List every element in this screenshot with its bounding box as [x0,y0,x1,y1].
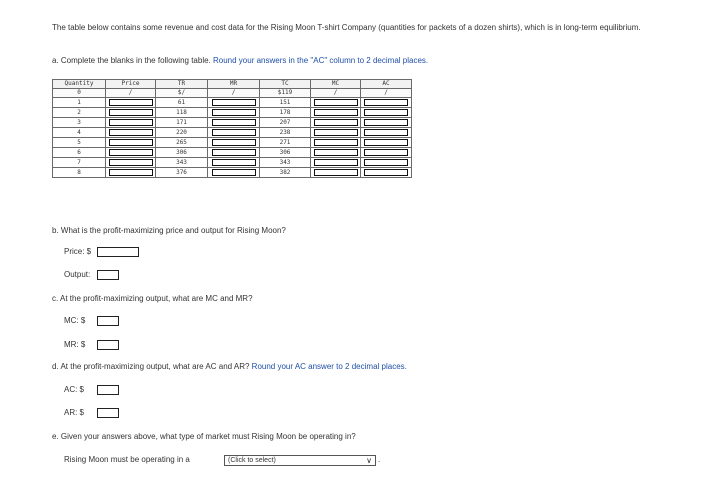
cell-ac[interactable] [361,138,412,148]
cell-quantity: 6 [53,148,106,158]
cell-mc[interactable] [311,118,361,128]
cell-tr: 306 [156,148,208,158]
cell-price[interactable] [106,168,156,178]
part-a-rounding-note: Round your answers in the "AC" column to 2 decimal places. [213,56,429,65]
market-type-selected-value: (Click to select) [228,457,276,464]
cell-mc-input[interactable] [314,149,358,156]
cell-mc-input[interactable] [314,119,358,126]
cell-tr: 376 [156,168,208,178]
ac-label: AC: $ [64,385,85,394]
cell-ac[interactable] [361,118,412,128]
intro-text: The table below contains some revenue and cost data for the Rising Moon T-shirt Company (quantities for packets of a dozen shirts), which is in long-term equilibrium. [52,23,641,32]
cell-mc[interactable] [311,98,361,108]
cell-mr-input[interactable] [212,129,256,136]
cell-quantity: 4 [53,128,106,138]
ar-input[interactable] [97,408,119,418]
market-type-select[interactable] [224,455,376,466]
cell-tr: 61 [156,98,208,108]
cell-mc0: / [311,89,361,98]
cell-ac-input[interactable] [364,109,408,116]
cell-tc: 178 [260,108,311,118]
part-e-question: e. Given your answers above, what type of market must Rising Moon be operating in? [52,432,356,441]
part-b-question: b. What is the profit-maximizing price and output for Rising Moon? [52,226,286,235]
output-label: Output: [64,270,91,279]
cell-tc: 343 [260,158,311,168]
cell-ac0: / [361,89,412,98]
cell-price0: / [106,89,156,98]
cell-mc[interactable] [311,108,361,118]
price-input[interactable] [97,247,139,257]
cell-mr-input[interactable] [212,149,256,156]
cell-price[interactable] [106,148,156,158]
cell-ac-input[interactable] [364,119,408,126]
header-tc: TC [260,80,311,89]
cell-tc: 238 [260,128,311,138]
cell-mr[interactable] [208,118,260,128]
cell-ac-input[interactable] [364,169,408,176]
cell-mc-input[interactable] [314,109,358,116]
cell-quantity: 1 [53,98,106,108]
intro-line-1 [52,23,642,33]
table-row [53,158,412,168]
cell-quantity: 8 [53,168,106,178]
part-a-question [52,56,428,66]
cell-price-input[interactable] [109,109,153,116]
cell-mc[interactable] [311,148,361,158]
cell-ac[interactable] [361,108,412,118]
cell-mr0: / [208,89,260,98]
table-row [53,98,412,108]
cell-quantity: 2 [53,108,106,118]
cell-quantity: 5 [53,138,106,148]
cell-tc: 306 [260,148,311,158]
output-input[interactable] [97,270,119,280]
cell-price[interactable] [106,128,156,138]
cell-price[interactable] [106,108,156,118]
cell-tc: 382 [260,168,311,178]
cell-price-input[interactable] [109,119,153,126]
cell-price[interactable] [106,118,156,128]
cell-mc[interactable] [311,128,361,138]
cell-price-input[interactable] [109,149,153,156]
cell-mc[interactable] [311,158,361,168]
cell-tr: 171 [156,118,208,128]
table-row [53,138,412,148]
cell-q0: 0 [53,89,106,98]
chevron-down-icon: ∨ [366,456,372,465]
part-c-question: c. At the profit-maximizing output, what are MC and MR? [52,294,253,303]
cell-ac[interactable] [361,128,412,138]
table-row [53,128,412,138]
table-row [53,118,412,128]
cell-tc: 151 [260,98,311,108]
cell-mr[interactable] [208,128,260,138]
cell-tr: 118 [156,108,208,118]
revenue-cost-table [52,79,412,178]
part-e-period: . [378,455,381,464]
mr-label: MR: $ [64,340,86,349]
cell-tc: 271 [260,138,311,148]
cell-price-input[interactable] [109,139,153,146]
table-body [53,98,412,178]
cell-quantity: 3 [53,118,106,128]
cell-ac[interactable] [361,168,412,178]
cell-mc[interactable] [311,138,361,148]
cell-mr-input[interactable] [212,99,256,106]
cell-mc[interactable] [311,168,361,178]
cell-mc-input[interactable] [314,169,358,176]
mc-input[interactable] [97,316,119,326]
cell-mr-input[interactable] [212,109,256,116]
cell-tr0: $/ [156,89,208,98]
cell-price-input[interactable] [109,169,153,176]
cell-ac-input[interactable] [364,139,408,146]
table-row [53,148,412,158]
cell-ac-input[interactable] [364,129,408,136]
cell-tr: 343 [156,158,208,168]
mc-label: MC: $ [64,316,86,325]
table-row [53,168,412,178]
cell-ac[interactable] [361,148,412,158]
cell-tc: 207 [260,118,311,128]
cell-mc-input[interactable] [314,139,358,146]
cell-tc0: $119 [260,89,311,98]
ac-input[interactable] [97,385,119,395]
price-label: Price: $ [64,247,92,256]
cell-mr-input[interactable] [212,119,256,126]
cell-mr-input[interactable] [212,159,256,166]
cell-ac-input[interactable] [364,149,408,156]
mr-input[interactable] [97,340,119,350]
cell-ac[interactable] [361,158,412,168]
table-row-0 [53,89,412,98]
cell-mr[interactable] [208,158,260,168]
cell-mr-input[interactable] [212,139,256,146]
cell-quantity: 7 [53,158,106,168]
header-tr: TR [156,80,208,89]
cell-mr[interactable] [208,168,260,178]
part-d-text: d. At the profit-maximizing output, what are AC and AR? [52,362,250,371]
header-price: Price [106,80,156,89]
cell-price-input[interactable] [109,159,153,166]
cell-mc-input[interactable] [314,129,358,136]
header-mc: MC [311,80,361,89]
cell-mr[interactable] [208,98,260,108]
part-a-lead: a. Complete the blanks in the following table. [52,56,211,65]
cell-ac-input[interactable] [364,159,408,166]
cell-tr: 220 [156,128,208,138]
cell-tr: 265 [156,138,208,148]
header-quantity: Quantity [53,80,106,89]
cell-price[interactable] [106,138,156,148]
cell-mr[interactable] [208,148,260,158]
table-header-row [53,80,412,89]
ar-label: AR: $ [64,408,85,417]
cell-price[interactable] [106,98,156,108]
part-d-rounding-note: Round your AC answer to 2 decimal places. [251,362,407,371]
part-e-statement: Rising Moon must be operating in a [64,455,190,464]
cell-mr[interactable] [208,108,260,118]
cell-price-input[interactable] [109,129,153,136]
cell-ac-input[interactable] [364,99,408,106]
cell-mc-input[interactable] [314,99,358,106]
cell-price[interactable] [106,158,156,168]
part-d-question [52,362,407,372]
header-ac: AC [361,80,412,89]
header-mr: MR [208,80,260,89]
cell-mr-input[interactable] [212,169,256,176]
cell-mc-input[interactable] [314,159,358,166]
cell-mr[interactable] [208,138,260,148]
cell-ac[interactable] [361,98,412,108]
cell-price-input[interactable] [109,99,153,106]
table-row [53,108,412,118]
